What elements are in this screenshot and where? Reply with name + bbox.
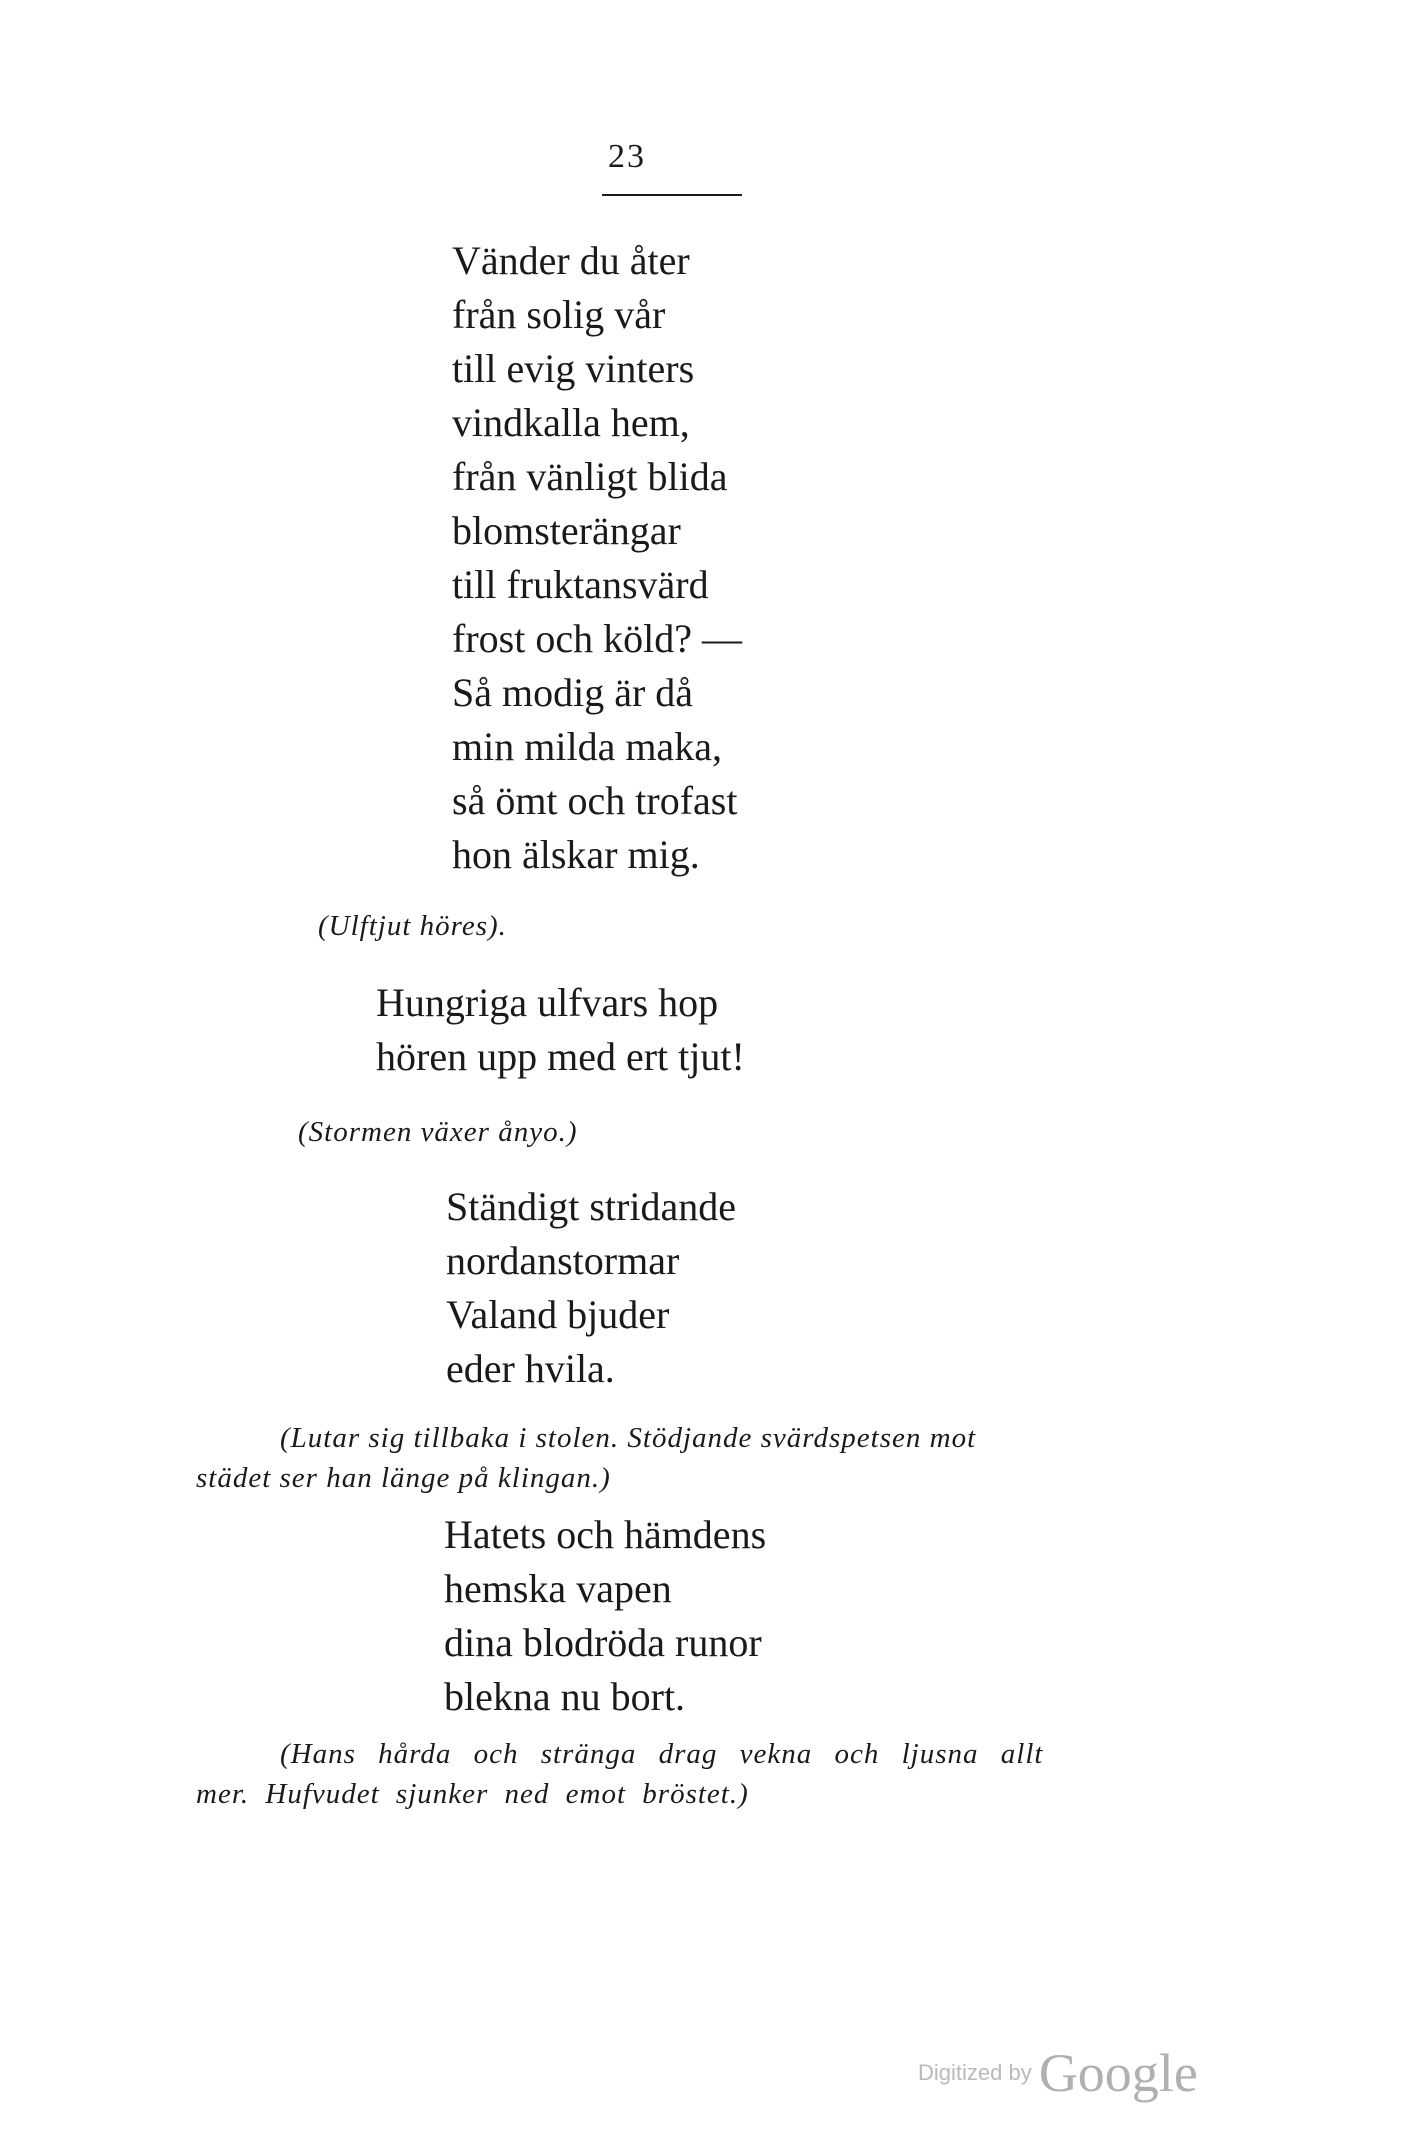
- verse-line: blomsterängar: [452, 508, 681, 553]
- stage-direction-line: (Hans hårda och stränga drag vekna och ljusna allt: [280, 1738, 1044, 1770]
- verse-line: frost och köld? —: [452, 616, 742, 661]
- verse-line: till fruktansvärd: [452, 562, 709, 607]
- stage-direction-2: [298, 1112, 578, 1152]
- verse-line: min milda maka,: [452, 724, 722, 769]
- stage-direction-line: (Stormen växer ånyo.): [298, 1116, 578, 1148]
- page-number: 23: [608, 138, 646, 175]
- verse-line: Vänder du åter: [452, 238, 690, 283]
- verse-line: till evig vinters: [452, 346, 695, 391]
- verse-line: så ömt och trofast: [452, 778, 738, 823]
- stage-direction-line: (Ulftjut höres).: [318, 910, 507, 942]
- stage-direction-line: (Lutar sig tillbaka i stolen. Stödjande svärdspetsen mot: [280, 1422, 977, 1454]
- stage-direction-3: [196, 1418, 976, 1498]
- page-number-rule: [602, 194, 742, 196]
- verse-line: Hatets och hämdens: [444, 1512, 767, 1557]
- verse-line: Valand bjuder: [446, 1292, 670, 1337]
- stanza-3: [446, 1180, 736, 1396]
- verse-line: Hungriga ulfvars hop: [376, 980, 719, 1025]
- stanza-2: [376, 976, 745, 1084]
- verse-line: hon älskar mig.: [452, 832, 700, 877]
- watermark-prefix: Digitized by: [918, 2060, 1032, 2085]
- verse-line: hören upp med ert tjut!: [376, 1034, 745, 1079]
- stage-direction-line: mer. Hufvudet sjunker ned emot bröstet.): [196, 1778, 749, 1810]
- verse-line: nordanstormar: [446, 1238, 680, 1283]
- google-logo-text: Google: [1038, 2043, 1198, 2103]
- verse-line: hemska vapen: [444, 1566, 672, 1611]
- verse-line: dina blodröda runor: [444, 1620, 762, 1665]
- verse-line: blekna nu bort.: [444, 1674, 686, 1719]
- verse-line: från vänligt blida: [452, 454, 728, 499]
- stage-direction-4: [196, 1734, 1043, 1814]
- verse-line: vindkalla hem,: [452, 400, 690, 445]
- verse-line: Ständigt stridande: [446, 1184, 736, 1229]
- digitized-watermark: [918, 2042, 1198, 2104]
- stage-direction-line: städet ser han länge på klingan.): [196, 1462, 611, 1494]
- stanza-1: [452, 234, 742, 882]
- stanza-4: [444, 1508, 766, 1724]
- verse-line: från solig vår: [452, 292, 666, 337]
- stage-direction-1: [318, 906, 507, 946]
- verse-line: Så modig är då: [452, 670, 694, 715]
- verse-line: eder hvila.: [446, 1346, 615, 1391]
